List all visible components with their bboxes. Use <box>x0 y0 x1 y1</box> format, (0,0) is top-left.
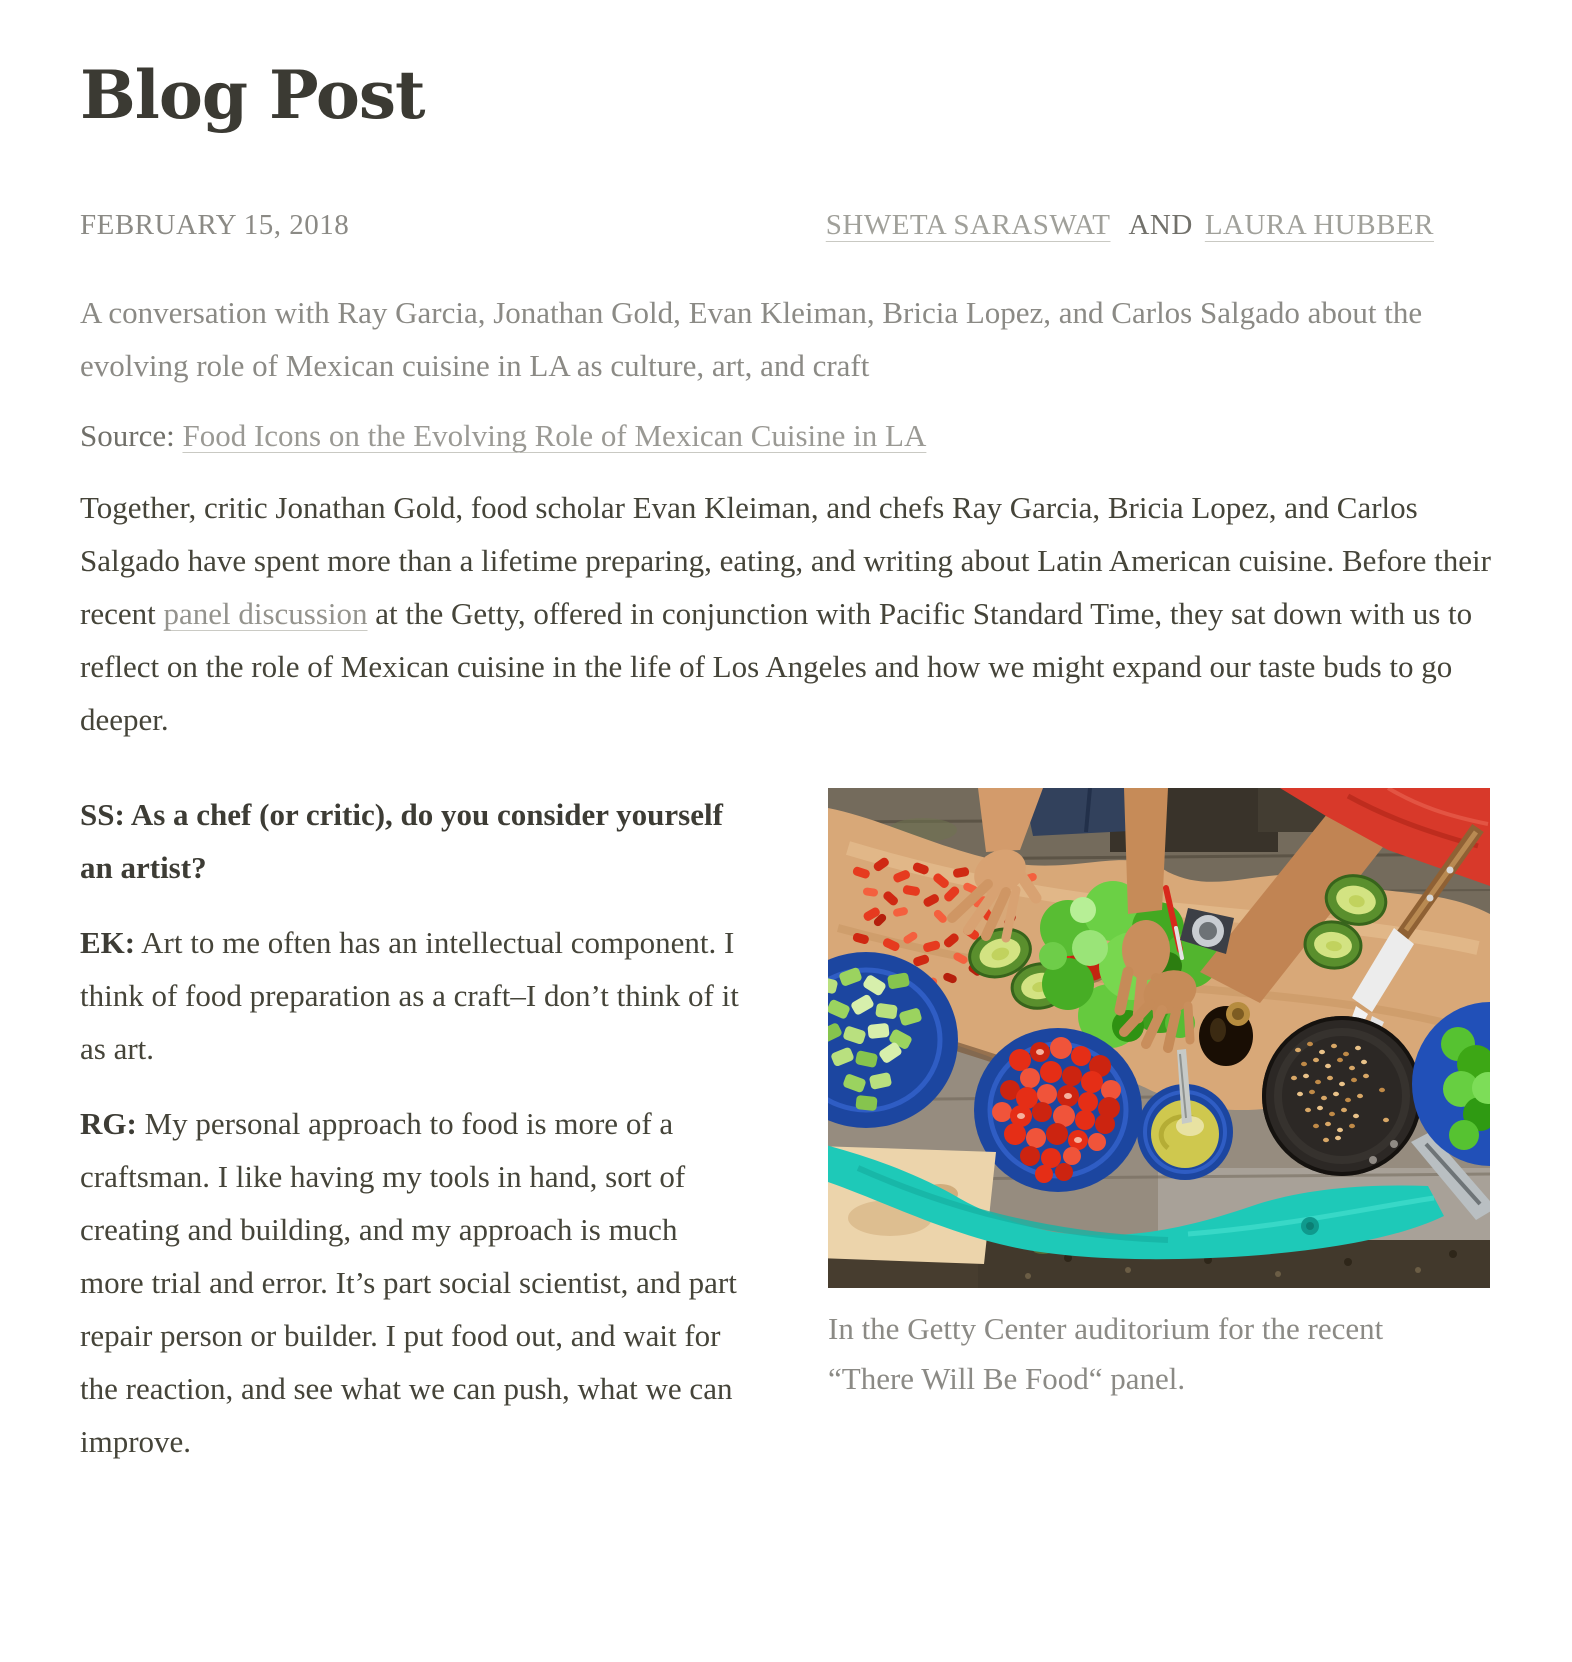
figure-column <box>828 788 1490 1468</box>
author-link-shweta-saraswat[interactable]: SHWETA SARASWAT <box>825 209 1111 242</box>
source-label: Source: <box>80 418 175 454</box>
food-prep-photo <box>828 788 1490 1288</box>
speaker-rg: RG: <box>80 1106 137 1142</box>
answer-rg-text: My personal approach to food is more of a craftsman. I like having my tools in hand, sort of creating and building, and my approach is much more trial and error. It’s part social scientist, and part repair person or builder. I put food out, and wait for the reaction, and see what we can push, what we can improve. <box>80 1106 737 1460</box>
question-heading: SS: As a chef (or critic), do you consider yourself an artist? <box>80 797 723 886</box>
answer-ek-text: Art to me often has an intellectual component. I think of food preparation as a craft–I don’t think of it as art. <box>80 925 739 1067</box>
source-link[interactable]: Food Icons on the Evolving Role of Mexican Cuisine in LA <box>182 418 927 454</box>
source-line <box>80 409 1492 462</box>
answer-ek <box>80 916 740 1075</box>
body-text-before-link: Together, critic Jonathan Gold, food scholar Evan Kleiman, and chefs Ray Garcia, Bricia Lopez, and Carlos Salgado have spent more than a lifetime preparing, eating, and writing about Latin American cuisine. Before their recent <box>80 490 1491 632</box>
post-figure <box>828 788 1490 1404</box>
authors-separator: AND <box>1128 209 1193 242</box>
answer-rg <box>80 1097 740 1468</box>
body-paragraph <box>80 481 1492 746</box>
figure-caption: In the Getty Center auditorium for the recent “There Will Be Food“ panel. <box>828 1311 1384 1397</box>
page-title: Blog Post <box>80 56 425 134</box>
author-link-laura-hubber[interactable]: LAURA HUBBER <box>1204 209 1434 242</box>
post-authors <box>826 209 1434 242</box>
panel-discussion-link[interactable]: panel discussion <box>163 596 368 632</box>
body-text-after-link: at the Getty, offered in conjunction with Pacific Standard Time, they sat down with us to reflect on the role of Mexican cuisine in the life of Los Angeles and how we might expand our taste buds to go deeper. <box>80 596 1473 738</box>
post-date: FEBRUARY 15, 2018 <box>80 209 350 242</box>
post-meta <box>80 209 1492 242</box>
qa-and-figure-section <box>80 788 1492 1468</box>
intro-paragraph: A conversation with Ray Garcia, Jonathan Gold, Evan Kleiman, Bricia Lopez, and Carlos Salgado about the evolving role of Mexican cuisine in LA as culture, art, and craft <box>80 295 1423 384</box>
speaker-ek: EK: <box>80 925 136 961</box>
tomato-plate <box>974 1028 1142 1192</box>
qa-column <box>80 788 740 1468</box>
blog-post-page <box>0 56 1572 1468</box>
